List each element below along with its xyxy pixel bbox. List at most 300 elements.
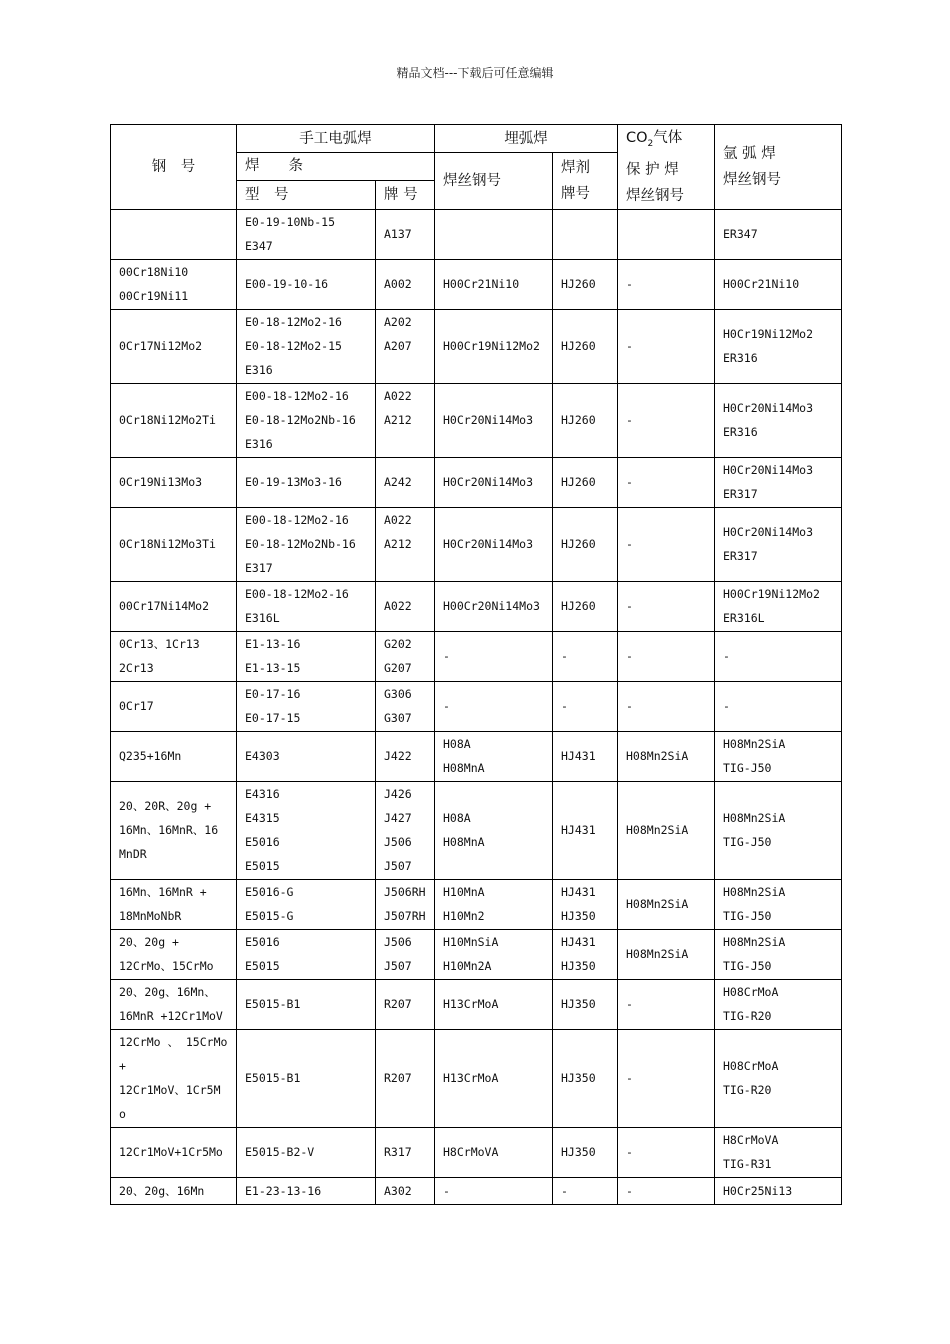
cell-line: E1-13-16 xyxy=(245,636,301,651)
header-co2-sub: 2 xyxy=(647,138,654,149)
cell-line: - xyxy=(626,599,633,614)
cell-line: J426 xyxy=(384,786,412,801)
co2-wire-cell xyxy=(618,879,715,929)
cell-line: 0Cr18Ni12Mo3Ti xyxy=(119,537,216,552)
cell-line: H08Mn2SiA xyxy=(723,935,786,950)
cell-line: H08Mn2SiA xyxy=(626,947,689,962)
electrode-model-cell xyxy=(237,507,376,581)
electrode-brand-cell xyxy=(376,259,435,309)
header-co2-line3: 焊丝钢号 xyxy=(626,187,684,204)
saw-wire-cell xyxy=(435,979,553,1029)
saw-wire-cell xyxy=(435,781,553,879)
cell-line: H00Cr19Ni12Mo2 xyxy=(723,587,820,602)
steel-cell xyxy=(111,309,237,383)
saw-wire-cell xyxy=(435,731,553,781)
electrode-model-cell xyxy=(237,309,376,383)
cell-line: E5016 xyxy=(245,834,280,849)
cell-line: E0-19-10Nb-15 xyxy=(245,214,336,229)
cell-line: H0Cr19Ni12Mo2 xyxy=(723,327,814,342)
table-row xyxy=(111,209,842,259)
steel-cell xyxy=(111,1127,237,1177)
electrode-model-cell xyxy=(237,879,376,929)
electrode-model-cell xyxy=(237,259,376,309)
cell-line: - xyxy=(443,649,450,664)
cell-line: A022 xyxy=(384,512,412,527)
page-header: 精品文档---下载后可任意编辑 xyxy=(396,66,554,80)
cell-line: H08Mn2SiA xyxy=(723,811,786,826)
cell-line: E4303 xyxy=(245,749,280,764)
header-co2 xyxy=(618,125,715,210)
cell-line: H00Cr21Ni10 xyxy=(443,277,520,292)
cell-line: - xyxy=(626,1145,633,1160)
cell-line: E316 xyxy=(245,436,273,451)
cell-line: ER347 xyxy=(723,227,758,242)
cell-line: 00Cr18Ni10 xyxy=(119,265,189,280)
cell-line: HJ260 xyxy=(561,599,596,614)
electrode-brand-cell xyxy=(376,631,435,681)
argon-wire-cell xyxy=(715,781,842,879)
argon-wire-cell xyxy=(715,1029,842,1127)
header-co2-prefix: CO xyxy=(626,130,648,146)
table-row xyxy=(111,731,842,781)
cell-line: 16Mn、16MnR、16 xyxy=(119,823,219,838)
flux-cell xyxy=(553,1127,618,1177)
cell-line: H8CrMoVA xyxy=(723,1133,779,1148)
cell-line: - xyxy=(626,1183,633,1198)
cell-line: HJ431 xyxy=(561,823,596,838)
header-saw-wire: 焊丝钢号 xyxy=(435,153,553,210)
cell-line: E0-17-15 xyxy=(245,710,301,725)
table-row xyxy=(111,309,842,383)
cell-line: E5016 xyxy=(245,934,280,949)
cell-line: HJ260 xyxy=(561,537,596,552)
cell-line: E316L xyxy=(245,610,280,625)
steel-cell xyxy=(111,879,237,929)
cell-line: E347 xyxy=(245,238,273,253)
cell-line: 0Cr17Ni12Mo2 xyxy=(119,339,203,354)
steel-cell xyxy=(111,1029,237,1127)
cell-line: 12CrMo、15CrMo xyxy=(119,959,214,974)
cell-line: - xyxy=(723,699,730,714)
flux-cell xyxy=(553,507,618,581)
flux-cell xyxy=(553,457,618,507)
cell-line: E00-19-10-16 xyxy=(245,277,329,292)
electrode-model-cell xyxy=(237,979,376,1029)
cell-line: - xyxy=(561,699,568,714)
electrode-model-cell xyxy=(237,781,376,879)
cell-line: H13CrMoA xyxy=(443,997,499,1012)
steel-cell xyxy=(111,457,237,507)
table-row xyxy=(111,259,842,309)
co2-wire-cell xyxy=(618,383,715,457)
flux-cell xyxy=(553,1177,618,1204)
co2-wire-cell xyxy=(618,631,715,681)
saw-wire-cell xyxy=(435,929,553,979)
argon-wire-cell xyxy=(715,581,842,631)
electrode-brand-cell xyxy=(376,1127,435,1177)
cell-line: 12CrMo 、 15CrMo xyxy=(119,1035,228,1050)
cell-line: E5015-B1 xyxy=(245,1071,301,1086)
electrode-model-cell xyxy=(237,731,376,781)
saw-wire-cell xyxy=(435,507,553,581)
saw-wire-cell xyxy=(435,631,553,681)
cell-line: 20、20g、16Mn、 xyxy=(119,985,216,1000)
cell-line: H10Mn2 xyxy=(443,909,485,924)
cell-line: R317 xyxy=(384,1145,412,1160)
electrode-brand-cell xyxy=(376,383,435,457)
electrode-brand-cell xyxy=(376,929,435,979)
argon-wire-cell xyxy=(715,1177,842,1204)
saw-wire-cell xyxy=(435,681,553,731)
header-argon-line2: 焊丝钢号 xyxy=(723,171,781,188)
electrode-model-cell xyxy=(237,209,376,259)
welding-material-table xyxy=(110,124,842,1205)
cell-line: H13CrMoA xyxy=(443,1071,499,1086)
cell-line: H08MnA xyxy=(443,761,485,776)
cell-line: H0Cr20Ni14Mo3 xyxy=(723,401,814,416)
cell-line: o xyxy=(119,1107,126,1122)
header-argon xyxy=(715,125,842,210)
cell-line: E00-18-12Mo2-16 xyxy=(245,586,349,601)
cell-line: H10MnA xyxy=(443,885,485,900)
saw-wire-cell xyxy=(435,259,553,309)
steel-cell xyxy=(111,259,237,309)
steel-cell xyxy=(111,979,237,1029)
cell-line: J507 xyxy=(384,858,412,873)
argon-wire-cell xyxy=(715,1127,842,1177)
cell-line: 18MnMoNbR xyxy=(119,909,182,924)
cell-line: H8CrMoVA xyxy=(443,1145,499,1160)
cell-line: H08A xyxy=(443,737,471,752)
cell-line: HJ350 xyxy=(561,1145,596,1160)
cell-line: ER317 xyxy=(723,549,758,564)
electrode-brand-cell xyxy=(376,979,435,1029)
electrode-model-cell xyxy=(237,1177,376,1204)
co2-wire-cell xyxy=(618,731,715,781)
header-electrode: 焊 条 xyxy=(237,153,435,181)
cell-line: Q235+16Mn xyxy=(119,749,182,764)
cell-line: - xyxy=(443,1183,450,1198)
cell-line: ER316L xyxy=(723,611,765,626)
cell-line: G307 xyxy=(384,710,412,725)
header-flux xyxy=(553,153,618,210)
saw-wire-cell xyxy=(435,209,553,259)
cell-line: H08A xyxy=(443,811,471,826)
cell-line: TIG-J50 xyxy=(723,959,772,974)
saw-wire-cell xyxy=(435,879,553,929)
argon-wire-cell xyxy=(715,309,842,383)
steel-cell xyxy=(111,929,237,979)
co2-wire-cell xyxy=(618,979,715,1029)
electrode-brand-cell xyxy=(376,457,435,507)
cell-line: HJ431 xyxy=(561,935,596,950)
cell-line: E5015 xyxy=(245,958,280,973)
cell-line: 2Cr13 xyxy=(119,661,154,676)
header-steel: 钢 号 xyxy=(111,125,237,210)
argon-wire-cell xyxy=(715,731,842,781)
co2-wire-cell xyxy=(618,259,715,309)
flux-cell xyxy=(553,979,618,1029)
cell-line: E4315 xyxy=(245,810,280,825)
cell-line: 0Cr19Ni13Mo3 xyxy=(119,475,203,490)
electrode-model-cell xyxy=(237,1127,376,1177)
co2-wire-cell xyxy=(618,507,715,581)
cell-line: J507RH xyxy=(384,908,426,923)
cell-line: E1-23-13-16 xyxy=(245,1183,322,1198)
argon-wire-cell xyxy=(715,879,842,929)
table-row xyxy=(111,457,842,507)
argon-wire-cell xyxy=(715,979,842,1029)
table-row xyxy=(111,929,842,979)
cell-line: E317 xyxy=(245,560,273,575)
cell-line: J507 xyxy=(384,958,412,973)
cell-line: - xyxy=(626,413,633,428)
cell-line: 16MnR +12Cr1MoV xyxy=(119,1009,223,1024)
cell-line: J422 xyxy=(384,749,412,764)
electrode-brand-cell xyxy=(376,1029,435,1127)
flux-cell xyxy=(553,581,618,631)
flux-cell xyxy=(553,309,618,383)
header-argon-line1: 氩 弧 焊 xyxy=(723,145,776,162)
cell-line: A137 xyxy=(384,227,412,242)
cell-line: HJ260 xyxy=(561,475,596,490)
cell-line: E5016-G xyxy=(245,884,294,899)
electrode-brand-cell xyxy=(376,781,435,879)
electrode-brand-cell xyxy=(376,309,435,383)
cell-line: H08Mn2SiA xyxy=(626,749,689,764)
cell-line: 00Cr17Ni14Mo2 xyxy=(119,599,210,614)
flux-cell xyxy=(553,781,618,879)
cell-line: H0Cr25Ni13 xyxy=(723,1183,793,1198)
cell-line: A022 xyxy=(384,599,412,614)
flux-cell xyxy=(553,731,618,781)
cell-line: 20、20g + xyxy=(119,935,179,950)
steel-cell xyxy=(111,581,237,631)
cell-line: E0-18-12Mo2-15 xyxy=(245,338,342,353)
cell-line: - xyxy=(723,649,730,664)
co2-wire-cell xyxy=(618,1029,715,1127)
cell-line: A242 xyxy=(384,475,412,490)
cell-line: E4316 xyxy=(245,786,280,801)
cell-line: G202 xyxy=(384,636,412,651)
cell-line: HJ350 xyxy=(561,909,596,924)
cell-line: TIG-R20 xyxy=(723,1009,772,1024)
steel-cell xyxy=(111,383,237,457)
cell-line: H0Cr20Ni14Mo3 xyxy=(443,537,534,552)
electrode-brand-cell xyxy=(376,581,435,631)
cell-line: H0Cr20Ni14Mo3 xyxy=(723,525,814,540)
electrode-model-cell xyxy=(237,383,376,457)
cell-line: 12Cr1MoV+1Cr5Mo xyxy=(119,1145,223,1160)
saw-wire-cell xyxy=(435,1127,553,1177)
cell-line: HJ350 xyxy=(561,1071,596,1086)
cell-line: H00Cr19Ni12Mo2 xyxy=(443,339,540,354)
cell-line: - xyxy=(626,537,633,552)
steel-cell xyxy=(111,681,237,731)
cell-line: J506RH xyxy=(384,884,426,899)
cell-line: E0-18-12Mo2Nb-16 xyxy=(245,412,356,427)
flux-cell xyxy=(553,879,618,929)
cell-line: H08Mn2SiA xyxy=(626,897,689,912)
cell-line: - xyxy=(443,699,450,714)
electrode-brand-cell xyxy=(376,879,435,929)
cell-line: A022 xyxy=(384,388,412,403)
co2-wire-cell xyxy=(618,581,715,631)
cell-line: - xyxy=(561,1183,568,1198)
cell-line: H0Cr20Ni14Mo3 xyxy=(723,463,814,478)
cell-line: - xyxy=(626,699,633,714)
cell-line: HJ260 xyxy=(561,413,596,428)
co2-wire-cell xyxy=(618,209,715,259)
cell-line: H08Mn2SiA xyxy=(723,737,786,752)
cell-line: G207 xyxy=(384,660,412,675)
cell-line: H08Mn2SiA xyxy=(723,885,786,900)
cell-line: - xyxy=(561,649,568,664)
flux-cell xyxy=(553,259,618,309)
electrode-brand-cell xyxy=(376,507,435,581)
flux-cell xyxy=(553,631,618,681)
cell-line: H0Cr20Ni14Mo3 xyxy=(443,475,534,490)
argon-wire-cell xyxy=(715,209,842,259)
cell-line: R207 xyxy=(384,997,412,1012)
flux-cell xyxy=(553,929,618,979)
cell-line: H10Mn2A xyxy=(443,959,492,974)
cell-line: HJ350 xyxy=(561,959,596,974)
cell-line: 0Cr17 xyxy=(119,699,154,714)
cell-line: A202 xyxy=(384,314,412,329)
cell-line: J506 xyxy=(384,934,412,949)
cell-line: H08CrMoA xyxy=(723,985,779,1000)
table-row xyxy=(111,681,842,731)
steel-cell xyxy=(111,209,237,259)
saw-wire-cell xyxy=(435,1029,553,1127)
electrode-model-cell xyxy=(237,581,376,631)
cell-line: E5015-G xyxy=(245,908,294,923)
argon-wire-cell xyxy=(715,507,842,581)
co2-wire-cell xyxy=(618,681,715,731)
argon-wire-cell xyxy=(715,681,842,731)
steel-cell xyxy=(111,781,237,879)
header-submerged-arc: 埋弧焊 xyxy=(435,125,618,153)
argon-wire-cell xyxy=(715,383,842,457)
cell-line: A207 xyxy=(384,338,412,353)
table-row xyxy=(111,581,842,631)
flux-cell xyxy=(553,209,618,259)
cell-line: A302 xyxy=(384,1183,412,1198)
saw-wire-cell xyxy=(435,581,553,631)
electrode-model-cell xyxy=(237,929,376,979)
cell-line: H00Cr20Ni14Mo3 xyxy=(443,599,540,614)
flux-cell xyxy=(553,383,618,457)
flux-cell xyxy=(553,1029,618,1127)
cell-line: E5015 xyxy=(245,858,280,873)
saw-wire-cell xyxy=(435,1177,553,1204)
table-row xyxy=(111,979,842,1029)
header-flux-line1: 焊剂 xyxy=(561,159,590,176)
electrode-brand-cell xyxy=(376,681,435,731)
co2-wire-cell xyxy=(618,457,715,507)
cell-line: E5015-B1 xyxy=(245,997,301,1012)
cell-line: TIG-R20 xyxy=(723,1083,772,1098)
cell-line: TIG-J50 xyxy=(723,835,772,850)
saw-wire-cell xyxy=(435,457,553,507)
saw-wire-cell xyxy=(435,309,553,383)
cell-line: 20、20g、16Mn xyxy=(119,1183,205,1198)
cell-line: H10MnSiA xyxy=(443,935,499,950)
flux-cell xyxy=(553,681,618,731)
cell-line: J427 xyxy=(384,810,412,825)
steel-cell xyxy=(111,631,237,681)
table-row xyxy=(111,1177,842,1204)
table-row xyxy=(111,631,842,681)
cell-line: TIG-R31 xyxy=(723,1157,772,1172)
cell-line: H08Mn2SiA xyxy=(626,823,689,838)
electrode-brand-cell xyxy=(376,1177,435,1204)
argon-wire-cell xyxy=(715,259,842,309)
co2-wire-cell xyxy=(618,1127,715,1177)
table-row xyxy=(111,879,842,929)
cell-line: - xyxy=(626,649,633,664)
electrode-brand-cell xyxy=(376,731,435,781)
electrode-model-cell xyxy=(237,457,376,507)
cell-line: MnDR xyxy=(119,847,147,862)
saw-wire-cell xyxy=(435,383,553,457)
cell-line: TIG-J50 xyxy=(723,761,772,776)
cell-line: 12Cr1MoV、1Cr5M xyxy=(119,1083,221,1098)
cell-line: E0-19-13Mo3-16 xyxy=(245,475,342,490)
cell-line: + xyxy=(119,1059,126,1074)
cell-line: ER317 xyxy=(723,487,758,502)
cell-line: J506 xyxy=(384,834,412,849)
argon-wire-cell xyxy=(715,457,842,507)
cell-line: - xyxy=(626,475,633,490)
cell-line: - xyxy=(626,997,633,1012)
co2-wire-cell xyxy=(618,929,715,979)
co2-wire-cell xyxy=(618,1177,715,1204)
cell-line: - xyxy=(626,277,633,292)
electrode-model-cell xyxy=(237,1029,376,1127)
cell-line: - xyxy=(626,339,633,354)
cell-line: HJ260 xyxy=(561,339,596,354)
cell-line: H08MnA xyxy=(443,835,485,850)
cell-line: E5015-B2-V xyxy=(245,1145,315,1160)
steel-cell xyxy=(111,507,237,581)
cell-line: H0Cr20Ni14Mo3 xyxy=(443,413,534,428)
co2-wire-cell xyxy=(618,309,715,383)
electrode-brand-cell xyxy=(376,209,435,259)
cell-line: A002 xyxy=(384,277,412,292)
cell-line: HJ260 xyxy=(561,277,596,292)
cell-line: E1-13-15 xyxy=(245,660,301,675)
cell-line: 16Mn、16MnR + xyxy=(119,885,207,900)
cell-line: 0Cr13、1Cr13 xyxy=(119,637,200,652)
argon-wire-cell xyxy=(715,929,842,979)
cell-line: ER316 xyxy=(723,351,758,366)
table-row xyxy=(111,383,842,457)
table-row xyxy=(111,507,842,581)
cell-line: ER316 xyxy=(723,425,758,440)
header-brand: 牌 号 xyxy=(376,180,435,209)
co2-wire-cell xyxy=(618,781,715,879)
cell-line: 0Cr18Ni12Mo2Ti xyxy=(119,413,216,428)
cell-line: HJ350 xyxy=(561,997,596,1012)
cell-line: G306 xyxy=(384,686,412,701)
cell-line: HJ431 xyxy=(561,749,596,764)
cell-line: H00Cr21Ni10 xyxy=(723,277,800,292)
cell-line: E00-18-12Mo2-16 xyxy=(245,388,349,403)
cell-line: E316 xyxy=(245,362,273,377)
cell-line: E0-18-12Mo2-16 xyxy=(245,314,342,329)
